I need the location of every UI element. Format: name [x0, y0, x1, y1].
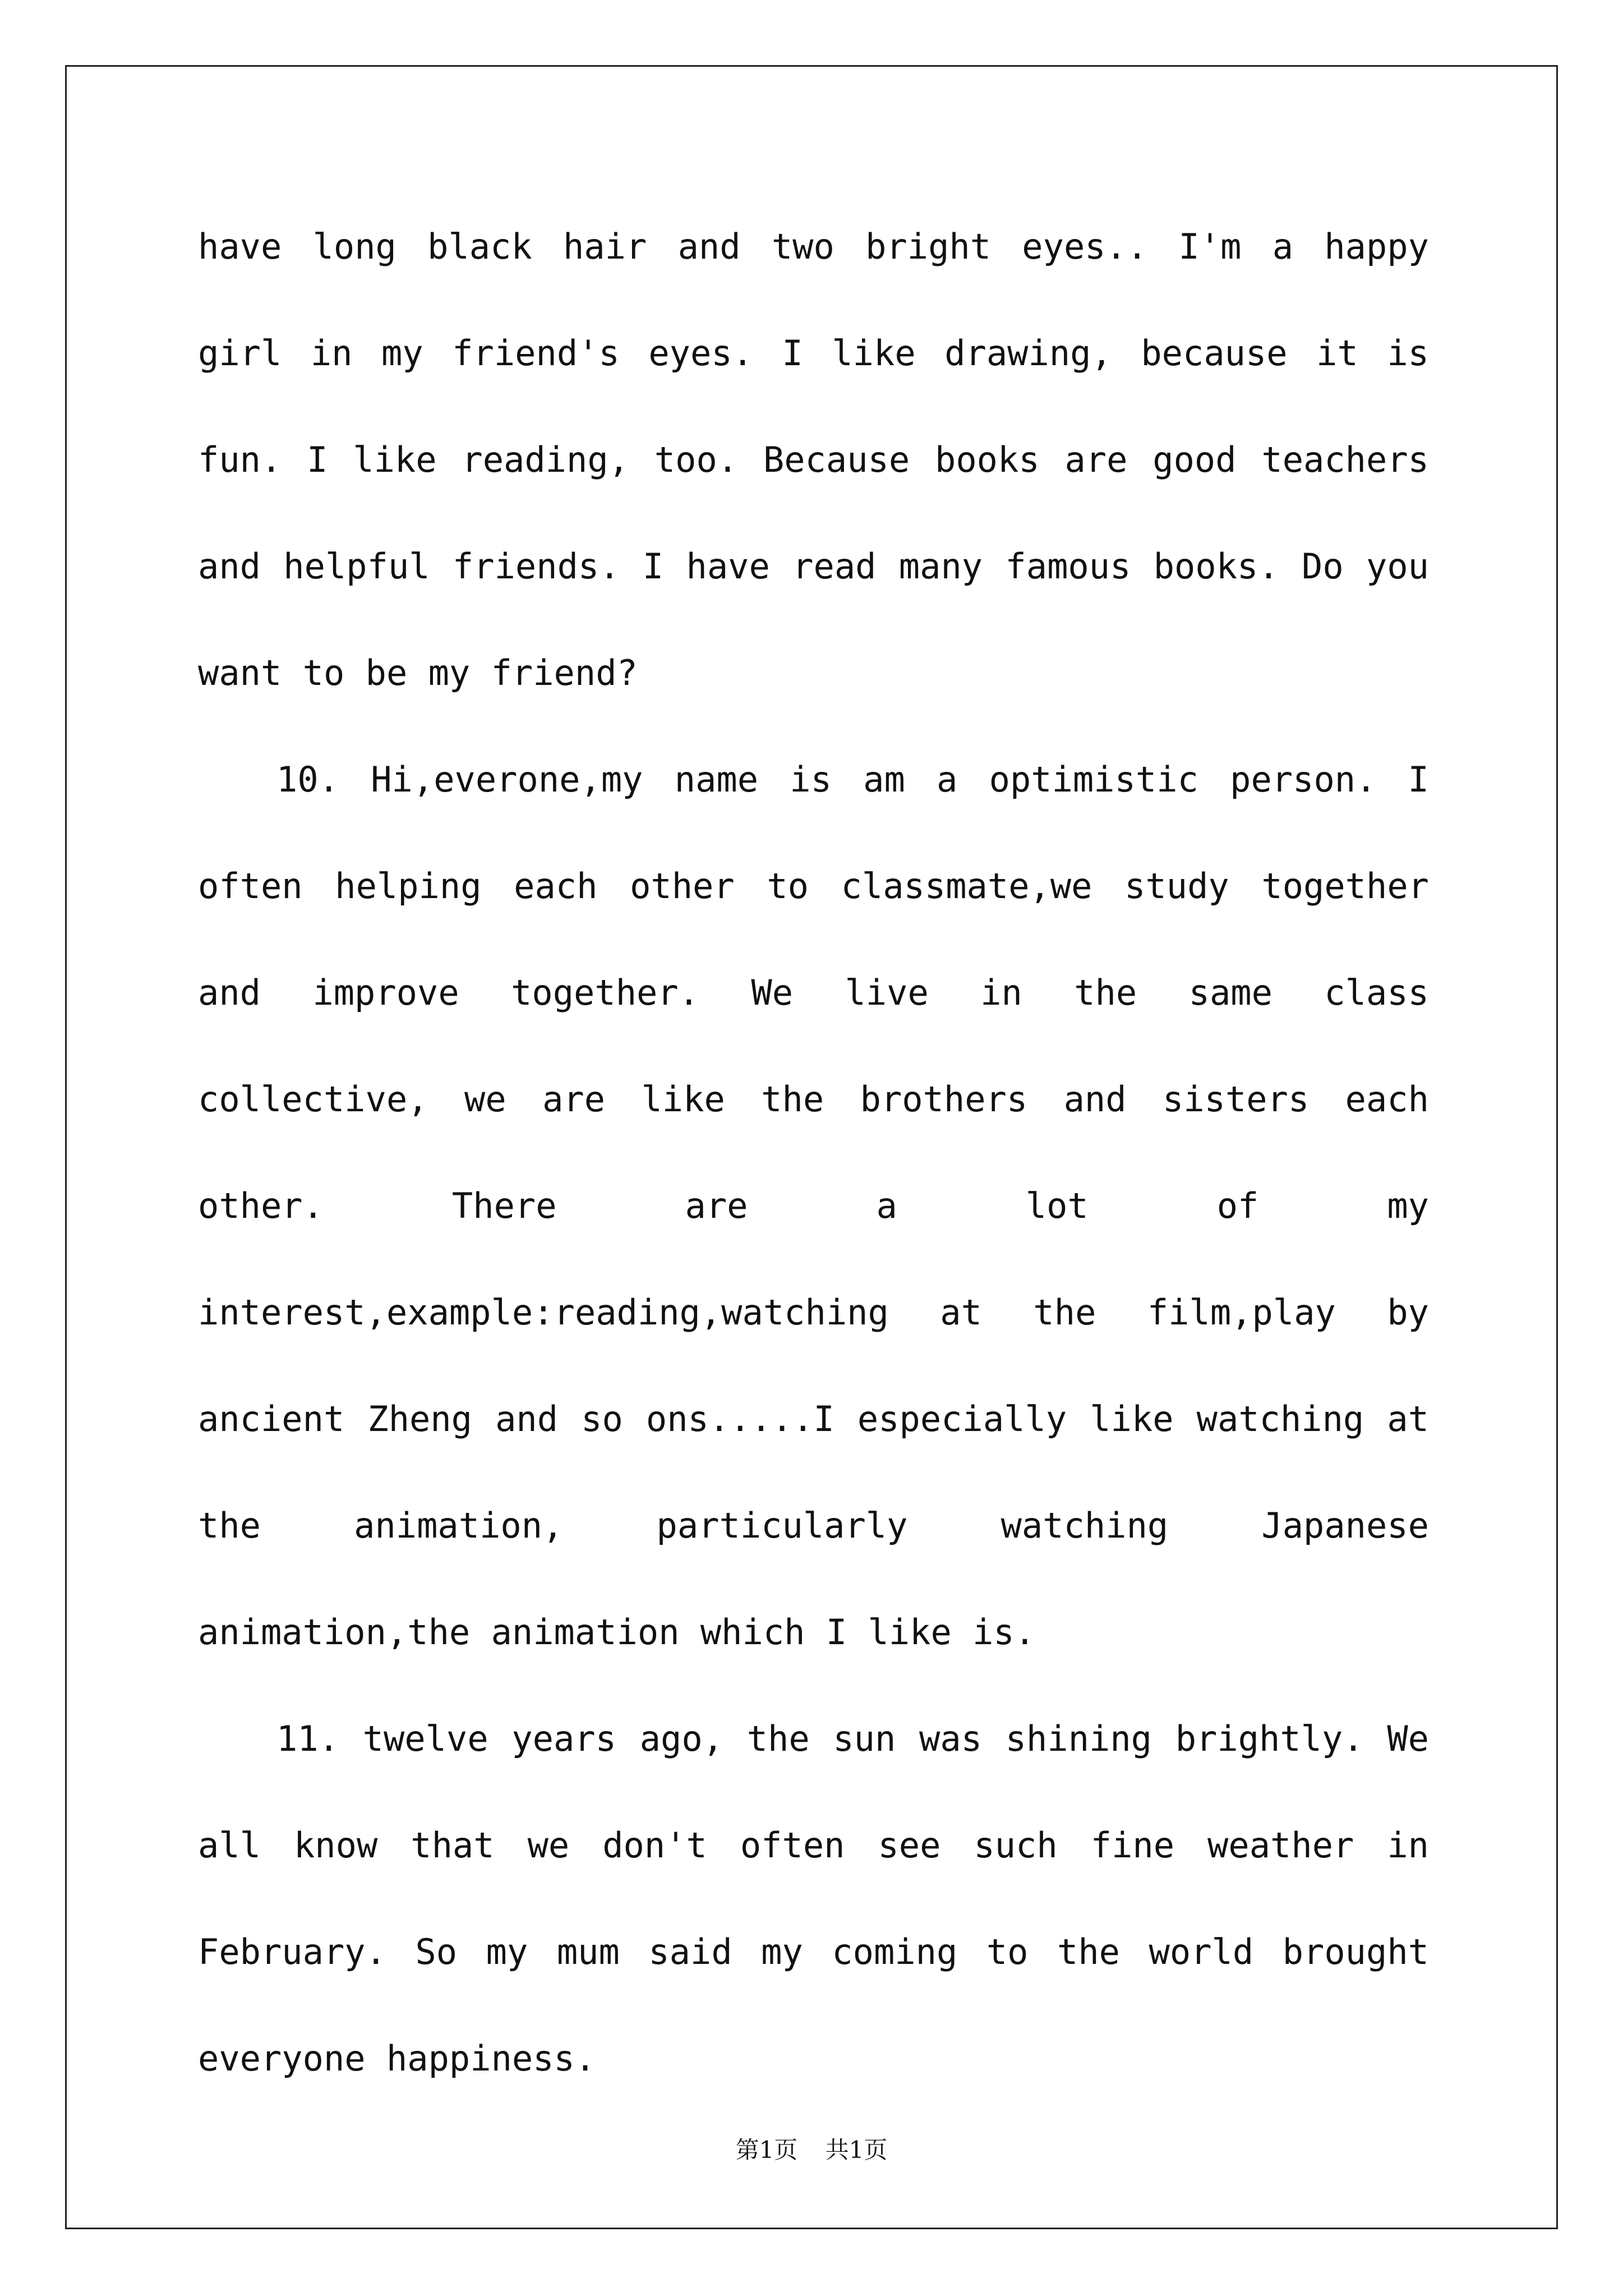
page-number: 第1页: [735, 2136, 798, 2164]
page-total: 共1页: [825, 2136, 888, 2164]
paragraph-item-11: 11. twelve years ago, the sun was shining brightly. We all know that we don't often see such fine weather in February. So my mum said my coming to the world brought everyone happiness.: [198, 1718, 1429, 2079]
page-footer: [0, 2132, 1623, 2165]
document-body: [198, 194, 1429, 2112]
paragraph-item-10: 10. Hi,everone,my name is am a optimistic person. I often helping each other to classmate,we study together and improve together. We live in the same class collective, we are like the brothers and sisters each other. There are a lot of my interest,example:reading,watching at the film,play by ancient Zheng and so ons.....I especially like watching at the animation, particularly watching Japanese animation,the animation which I like is.: [198, 759, 1429, 1653]
paragraph-continuation: have long black hair and two bright eyes.. I'm a happy girl in my friend's eyes. I like drawing, because it is fun. I like reading, too. Because books are good teachers and helpful friends. I have read many famous books. Do you want to be my friend?: [198, 226, 1429, 693]
